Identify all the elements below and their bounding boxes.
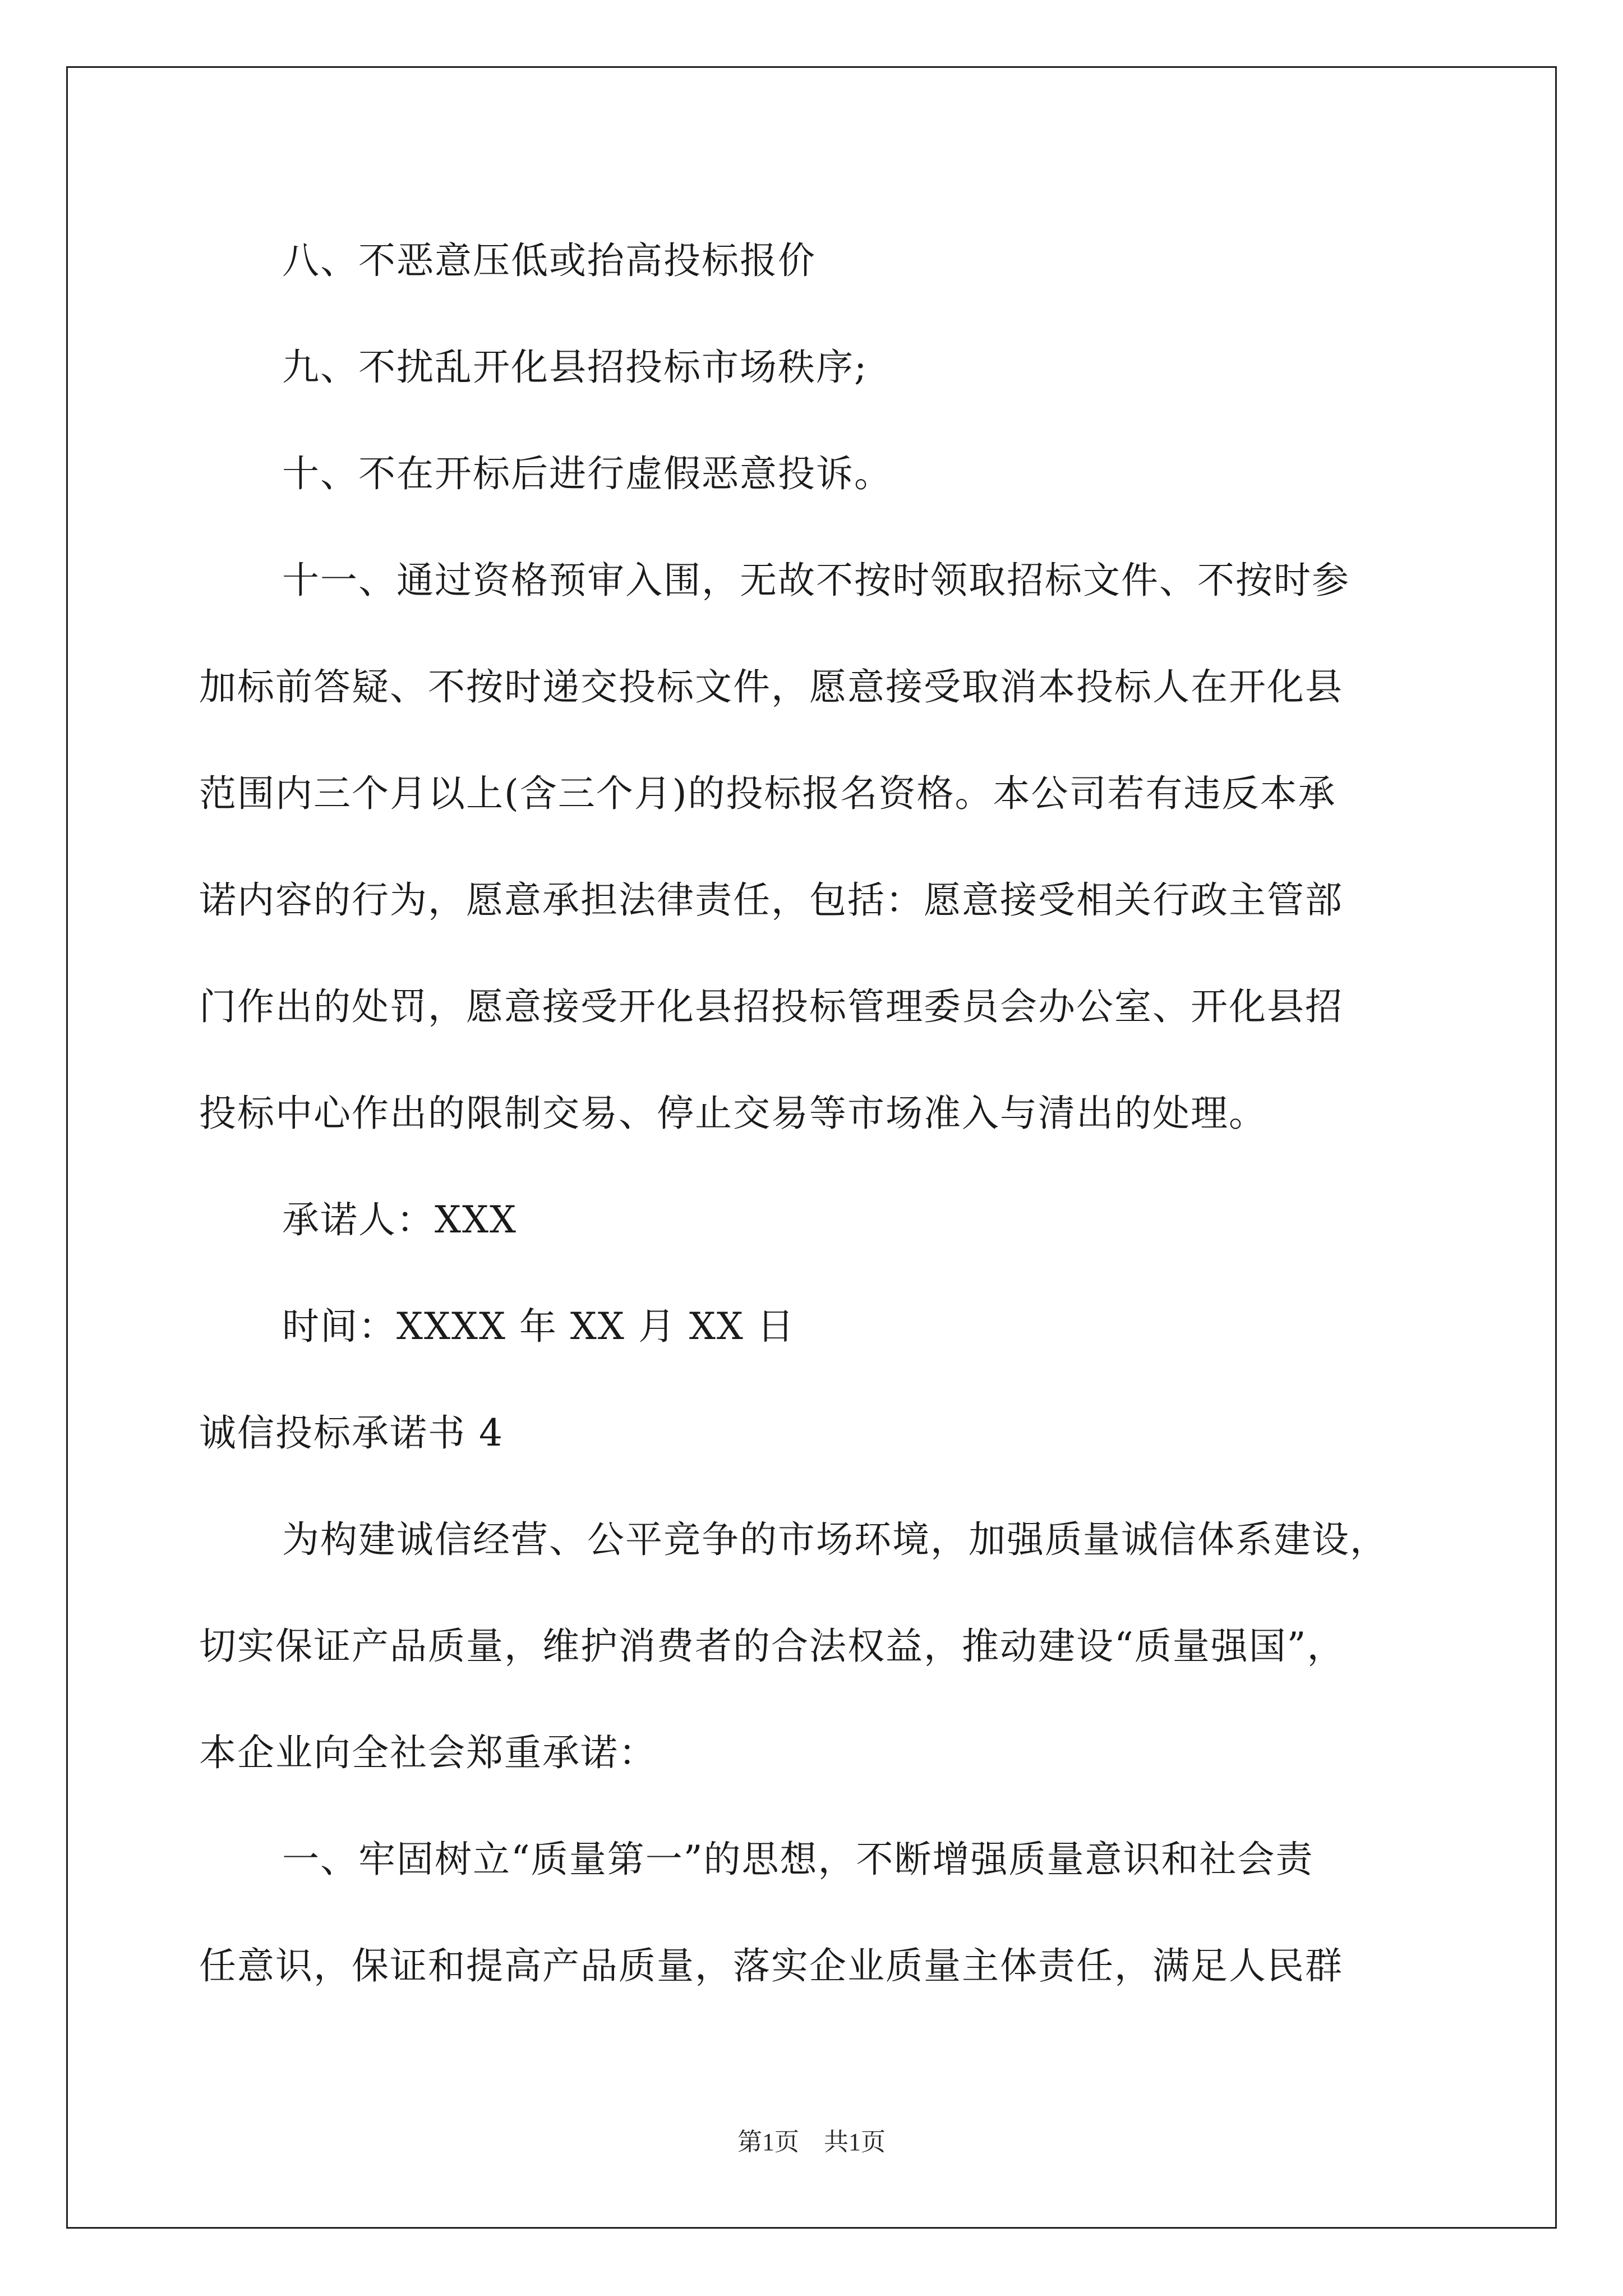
signatory-line: 承诺人：XXX [282,1198,517,1241]
text-line: 诺内容的行为，愿意承担法律责任，包括：愿意接受相关行政主管部 [199,878,1343,922]
date-line: 时间：XXXX 年 XX 月 XX 日 [282,1305,795,1348]
section-title: 诚信投标承诺书 4 [199,1411,504,1455]
text-line: 本企业向全社会郑重承诺： [199,1731,657,1774]
text-line: 切实保证产品质量，维护消费者的合法权益，推动建设“质量强国”， [199,1625,1345,1668]
text-line: 任意识，保证和提高产品质量，落实企业质量主体责任，满足人民群 [199,1944,1343,1987]
text-line: 为构建诚信经营、公平竞争的市场环境，加强质量诚信体系建设， [282,1518,1388,1561]
text-line: 十、不在开标后进行虚假恶意投诉。 [282,452,892,495]
text-line: 门作出的处罚，愿意接受开化县招投标管理委员会办公室、开化县招 [199,985,1343,1028]
text-line: 范围内三个月以上(含三个月)的投标报名资格。本公司若有违反本承 [199,772,1336,815]
text-line: 九、不扰乱开化县招投标市场秩序; [282,346,868,389]
text-line: 投标中心作出的限制交易、停止交易等市场准入与清出的处理。 [199,1092,1267,1135]
page-number: 第1页 共1页 [737,2128,886,2156]
text-line: 一、牢固树立“质量第一”的思想，不断增强质量意识和社会责 [282,1838,1314,1881]
text-line: 加标前答疑、不按时递交投标文件，愿意接受取消本投标人在开化县 [199,665,1343,708]
document-body [199,208,1433,2019]
text-line: 十一、通过资格预审入围，无故不按时领取招标文件、不按时参 [282,559,1350,602]
text-line: 八、不恶意压低或抬高投标报价 [282,239,816,282]
